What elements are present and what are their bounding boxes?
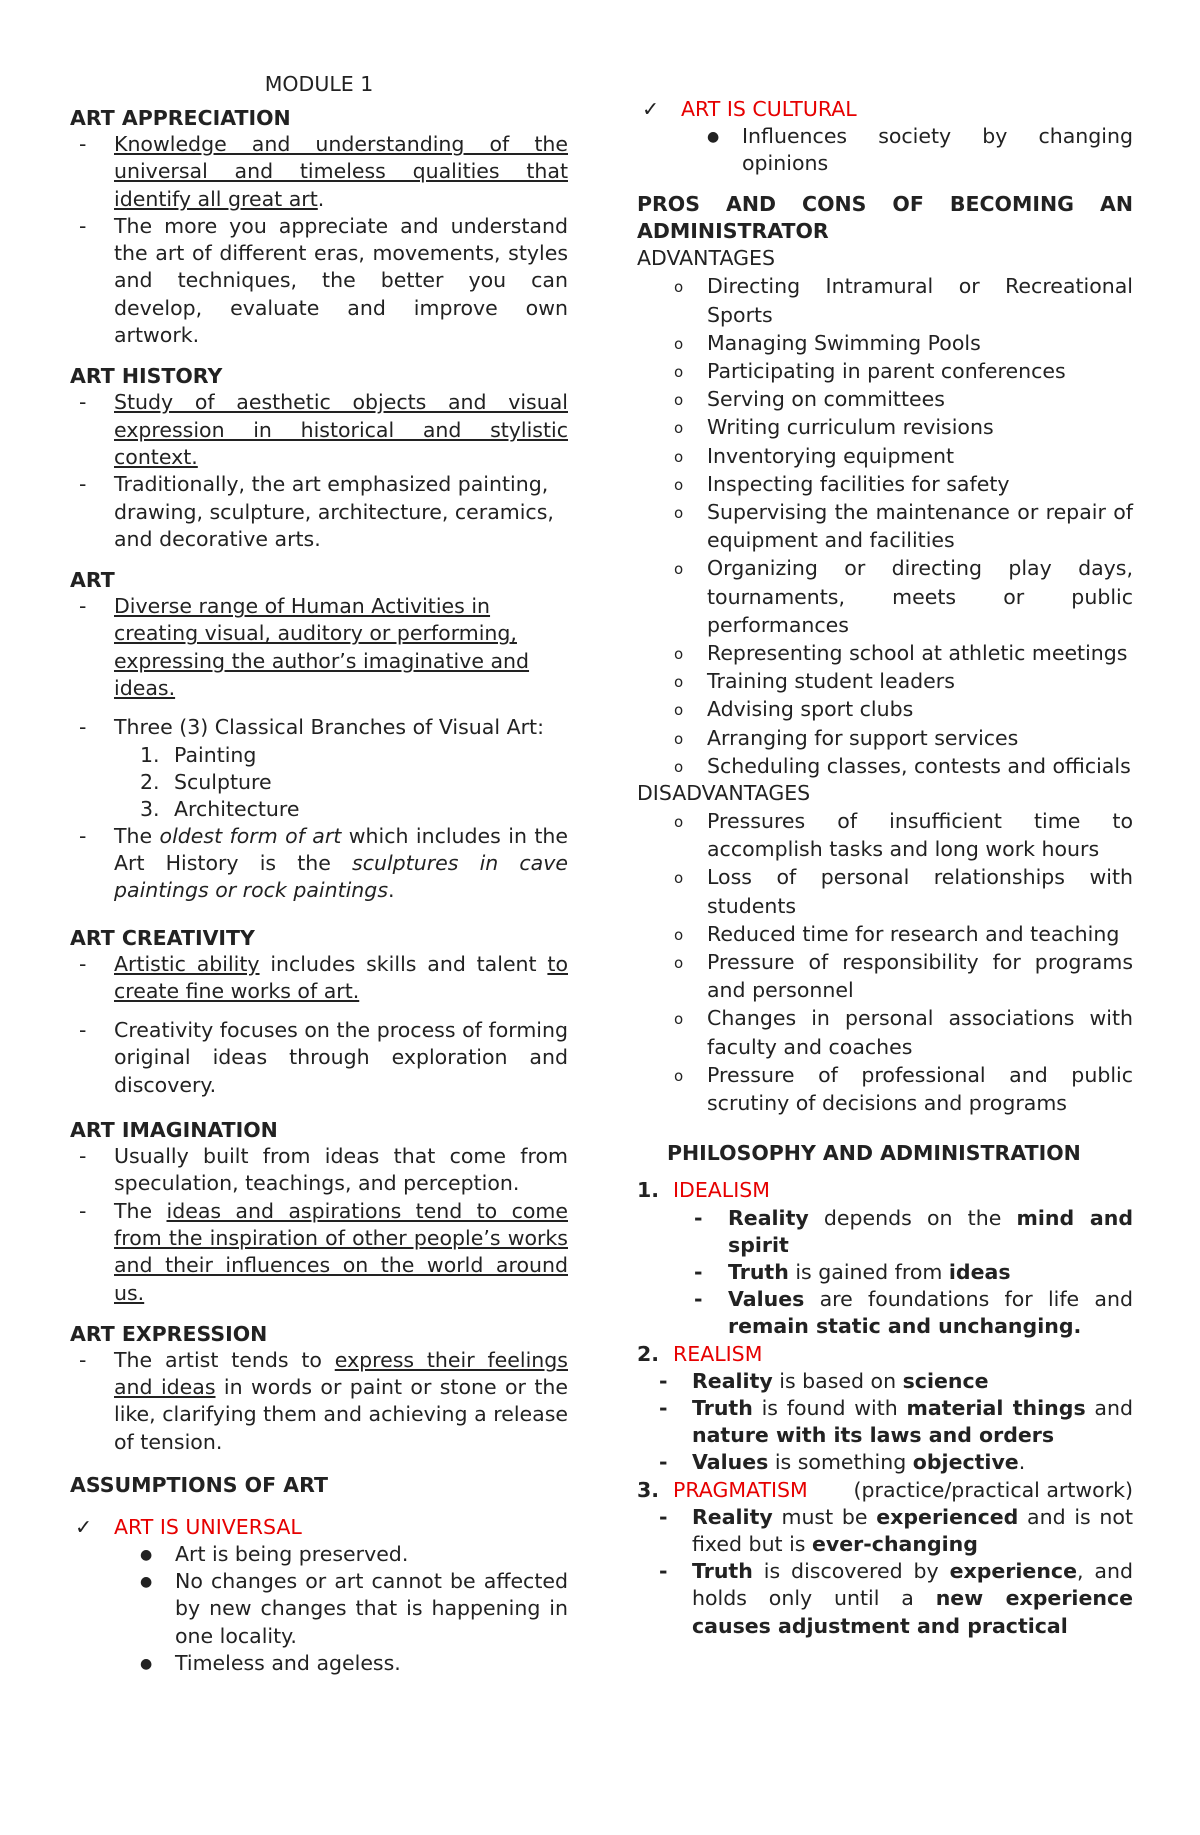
circle-bullet-icon: o [674,1066,684,1085]
section-art-expression [70,1321,568,1456]
disadvantages-label: DISADVANTAGES [637,781,811,806]
list-item: - Reality must be experienced and is not fixed but is ever-changing [637,1504,1133,1558]
bullet-icon: ● [140,1574,153,1591]
list-item: o Managing Swimming Pools [637,329,1133,357]
list-item: o Advising sport clubs [637,695,1133,723]
list-item: o Pressure of responsibility for programs and personnel [674,950,1133,1003]
circle-bullet-icon: o [674,925,684,944]
list-item: o Changes in personal associations with faculty and coaches [674,1006,1133,1059]
philosophy-pragmatism: 3. PRAGMATISM (practice/practical artwork) - Reality must be experienced and is not fixed but is ever-changing - Truth is discovered by experience, and holds only until a new experience causes adjustment and practical [637,1477,1133,1640]
circle-bullet-icon: o [674,475,684,494]
heading-art-creativity: ART CREATIVITY [70,925,255,950]
heading-pros-cons: PROS AND CONS OF BECOMING AN ADMINISTRATOR [637,192,1133,244]
list-item: o Training student leaders [637,667,1133,695]
list-item: 1. Painting [140,742,257,767]
list-item: - Reality depends on the mind and spirit [637,1205,1133,1259]
list-item: o Representing school at athletic meetings [637,639,1133,667]
disadvantages-list [637,807,1133,1117]
list-item: o Inspecting facilities for safety [637,470,1133,498]
list-item: - Diverse range of Human Activities in creating visual, auditory or performing, expressing the author’s imaginative and ideas. [70,593,568,702]
list-item: ● Influences society by changing opinions [707,124,1133,176]
heading-assumptions: ASSUMPTIONS OF ART [70,1472,328,1497]
list-item: - Values are foundations for life and remain static and unchanging. [637,1286,1133,1340]
circle-bullet-icon: o [674,504,684,523]
circle-bullet-icon: o [674,701,684,720]
circle-bullet-icon: o [674,757,684,776]
list-item: ● Timeless and ageless. [70,1650,568,1677]
list-item: - Truth is found with material things and nature with its laws and orders [637,1395,1133,1449]
circle-bullet-icon: o [674,954,684,973]
philosophy-realism: 2. REALISM - Reality is based on science - Truth is found with material things and nature with its laws and orders - Values is something objective. [637,1341,1133,1477]
section-art-appreciation [70,105,568,349]
section-art-history [70,363,568,553]
advantages-list [637,272,1133,780]
list-item: ● Art is being preserved. [70,1541,568,1568]
pragmatism-label: PRAGMATISM [673,1477,808,1502]
section-art-creativity [70,925,568,1099]
list-item: - Usually built from ideas that come from speculation, teachings, and perception. [70,1143,568,1198]
assumption-universal: ✓ ART IS UNIVERSAL [75,1514,302,1539]
list-item: - Artistic ability includes skills and talent to create fine works of art. [70,951,568,1006]
list-item: - The artist tends to express their feelings and ideas in words or paint or stone or the like, clarifying them and achieving a release of tension. [70,1347,568,1456]
list-item: 2. Sculpture [140,769,272,794]
circle-bullet-icon: o [674,673,684,692]
checkmark-icon: ✓ [75,1514,93,1539]
heading-art-expression: ART EXPRESSION [70,1321,268,1346]
list-item: o Writing curriculum revisions [637,413,1133,441]
list-item: o Supervising the maintenance or repair of equipment and facilities [674,500,1133,553]
list-item: - The more you appreciate and understand the art of different eras, movements, styles and techniques, the better you can develop, evaluate and improve own artwork. [70,213,568,349]
circle-bullet-icon: o [674,869,684,888]
circle-bullet-icon: o [674,560,684,579]
list-item: - Reality is based on science [637,1368,1133,1395]
circle-bullet-icon: o [674,419,684,438]
circle-bullet-icon: o [674,278,684,297]
right-column [637,0,1133,1640]
heading-philosophy: PHILOSOPHY AND ADMINISTRATION [667,1141,1081,1166]
circle-bullet-icon: o [674,729,684,748]
branches-list [70,742,568,823]
list-item: o Loss of personal relationships with students [674,865,1133,918]
circle-bullet-icon: o [674,1010,684,1029]
left-column [70,0,568,1677]
heading-art-appreciation: ART APPRECIATION [70,106,291,130]
list-item: o Arranging for support services [637,724,1133,752]
idealism-label: IDEALISM [673,1178,770,1203]
list-item: o Pressures of insufficient time to accomplish tasks and long work hours [674,809,1133,862]
list-item: - Values is something objective. [637,1449,1133,1476]
heading-art: ART [70,568,115,593]
list-item: - Truth is gained from ideas [637,1259,1133,1286]
list-item: o Serving on committees [637,385,1133,413]
list-item: - Creativity focuses on the process of forming original ideas through exploration and discovery. [70,1017,568,1099]
list-item: o Inventorying equipment [637,442,1133,470]
list-item: - Three (3) Classical Branches of Visual Art: [70,714,568,741]
circle-bullet-icon: o [674,447,684,466]
module-title: MODULE 1 [264,72,374,96]
list-item: o Scheduling classes, contests and officials [637,752,1133,780]
list-item: - Study of aesthetic objects and visual expression in historical and stylistic context. [70,389,568,471]
list-item: ● No changes or art cannot be affected by new changes that is happening in one locality. [140,1569,568,1648]
circle-bullet-icon: o [674,334,684,353]
list-item: 3. Architecture [140,796,300,821]
list-item: o Reduced time for research and teaching [637,920,1133,948]
bullet-icon: ● [707,129,720,145]
bullet-icon: ● [140,1655,153,1672]
checkmark-icon: ✓ [642,97,660,121]
heading-art-history: ART HISTORY [70,364,223,389]
list-item: o Participating in parent conferences [637,357,1133,385]
list-item: - Knowledge and understanding of the universal and timeless qualities that identify all great art. [70,131,568,213]
heading-art-imagination: ART IMAGINATION [70,1118,278,1143]
circle-bullet-icon: o [674,363,684,382]
assumption-cultural: ✓ ART IS CULTURAL [642,97,857,121]
list-item: - Traditionally, the art emphasized painting, drawing, sculpture, architecture, ceramics, and decorative arts. [70,471,568,553]
realism-label: REALISM [673,1341,763,1366]
list-item: o Pressure of professional and public scrutiny of decisions and programs [674,1062,1133,1116]
section-art [70,567,568,904]
list-item: - The ideas and aspirations tend to come from the inspiration of other people’s works and their influences on the world around us. [70,1198,568,1307]
advantages-label: ADVANTAGES [637,246,775,271]
circle-bullet-icon: o [674,391,684,410]
philosophy-idealism: 1. IDEALISM - Reality depends on the mind and spirit - Truth is gained from ideas - Values are foundations for life and remain static and unchanging. [637,1177,1133,1340]
list-item: o Directing Intramural or Recreational Sports [674,274,1133,327]
bullet-icon: ● [140,1546,153,1563]
list-item: - The oldest form of art which includes in the Art History is the sculptures in cave paintings or rock paintings. [70,823,568,905]
list-item: o Organizing or directing play days, tournaments, meets or public performances [674,556,1133,637]
circle-bullet-icon: o [674,645,684,664]
section-assumptions [70,1472,568,1677]
list-item: - Truth is discovered by experience, and holds only until a new experience causes adjustment and practical [637,1558,1133,1640]
section-art-imagination [70,1117,568,1307]
circle-bullet-icon: o [674,813,684,832]
